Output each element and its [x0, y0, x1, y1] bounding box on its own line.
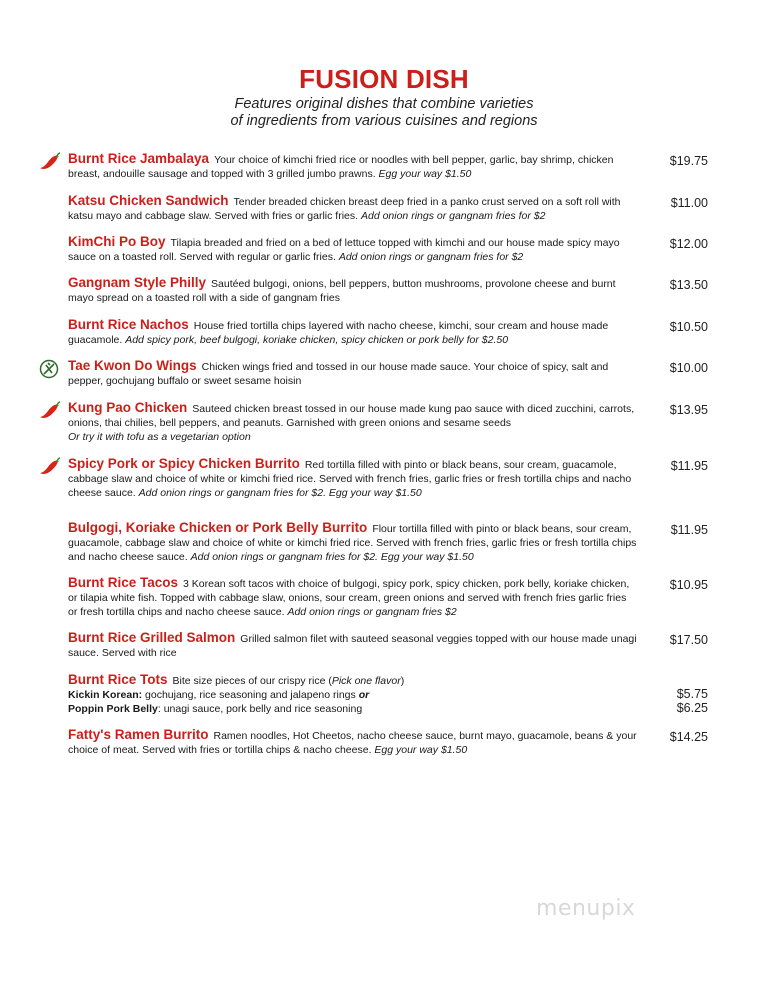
- item-description: Flour tortilla filled with pinto or black beans, sour cream, guacamole, cabbage slaw and choice of white or kimchi fried rice. Served with french fries, garlic fries or fresh tortilla chips and nacho cheese sauce.: [68, 523, 637, 563]
- item-note: Pick one flavor: [331, 675, 401, 687]
- menu-item: [68, 631, 708, 660]
- menu-item: [68, 152, 708, 181]
- item-description: Bite size pieces of our crispy rice (: [172, 675, 332, 687]
- menu-item: [68, 276, 708, 305]
- tots-option-1: [68, 688, 708, 702]
- item-note: Add onion rings or gangnam fries for $2: [360, 210, 546, 222]
- subtitle-line-2: of ingredients from various cuisines and regions: [230, 113, 538, 129]
- item-price: $14.25: [669, 730, 708, 744]
- option-description: gochujang, rice seasoning and jalapeno rings: [145, 689, 356, 701]
- item-price: $19.75: [669, 154, 708, 168]
- item-name: Gangnam Style Philly: [68, 275, 207, 290]
- item-description: Sauteed chicken breast tossed in our house made kung pao sauce with diced zucchini, carrots, onions, thai chilies, bell peppers, and peanuts. Garnished with green onions and sesame seeds: [68, 403, 635, 429]
- item-name: Bulgogi, Koriake Chicken or Pork Belly Burrito: [68, 520, 368, 535]
- item-price: $10.95: [669, 578, 708, 592]
- item-note: Egg your way $1.50: [378, 168, 472, 180]
- option-price: $5.75: [676, 687, 708, 701]
- item-name: KimChi Po Boy: [68, 234, 166, 249]
- item-description: Sautéed bulgogi, onions, bell peppers, button mushrooms, provolone cheese and burnt mayo spread on a toasted roll with a side of gangnam fries: [68, 278, 616, 304]
- item-description: Tender breaded chicken breast deep fried in a panko crust served on a soft roll with katsu mayo and cabbage slaw. Served with fries or garlic fries.: [68, 196, 621, 222]
- page-title: FUSION DISH: [299, 64, 469, 94]
- item-price: $17.50: [669, 633, 708, 647]
- item-description: Tilapia breaded and fried on a bed of lettuce topped with kimchi and our house made spicy mayo sauce on a toasted roll. Served with regular or garlic fries.: [68, 237, 620, 263]
- item-note: Add onion rings or gangnam fries for $2. Egg your way $1.50: [138, 487, 422, 499]
- menu-header: [0, 0, 768, 130]
- item-name: Burnt Rice Jambalaya: [68, 151, 210, 166]
- menu-item: [68, 318, 708, 347]
- item-note: Egg your way $1.50: [374, 744, 468, 756]
- chili-pepper-icon: [38, 401, 62, 421]
- item-price: $11.95: [670, 459, 708, 473]
- option-label: Kickin Korean:: [68, 689, 143, 701]
- menu-item: [68, 576, 708, 619]
- item-price: $13.95: [669, 403, 708, 417]
- option-price: $6.25: [676, 701, 708, 715]
- item-description: Chicken wings fried and tossed in our house made sauce. Your choice of spicy, salt and pepper, gochujang buffalo or sweet sesame hoisin: [68, 361, 609, 387]
- item-price: $12.00: [669, 237, 708, 251]
- menu-item: [68, 521, 708, 564]
- item-name: Spicy Pork or Spicy Chicken Burrito: [68, 456, 300, 471]
- item-name: Fatty's Ramen Burrito: [68, 727, 209, 742]
- item-name: Kung Pao Chicken: [68, 400, 188, 415]
- item-description: Red tortilla filled with pinto or black beans, sour cream, guacamole, cabbage slaw and choice of white or kimchi fried rice. Served with french fries, garlic fries or fresh tortilla chips and nacho cheese sauce.: [68, 459, 632, 499]
- item-name: Burnt Rice Grilled Salmon: [68, 630, 236, 645]
- watermark-logo: menupix: [536, 896, 636, 921]
- menu-item: [68, 359, 708, 388]
- item-name: Katsu Chicken Sandwich: [68, 193, 229, 208]
- item-description: 3 Korean soft tacos with choice of bulgogi, spicy pork, spicy chicken, pork belly, koriake chicken, or tilapia white fish. Topped with cabbage slaw, onions, sour cream, green onions and served with french fries garlic fries or fresh tortilla chips and nacho cheese sauce.: [68, 578, 630, 618]
- chili-pepper-icon: [38, 457, 62, 477]
- item-description: Grilled salmon filet with sauteed seasonal veggies topped with our house made unagi sauce. Served with rice: [68, 633, 637, 659]
- item-description: House fried tortilla chips layered with nacho cheese, kimchi, sour cream and house made guacamole.: [68, 320, 609, 346]
- item-description-end: ): [400, 675, 405, 687]
- item-name: Burnt Rice Nachos: [68, 317, 189, 332]
- item-note: Or try it with tofu as a vegetarian option: [68, 431, 251, 443]
- item-price: $11.00: [670, 196, 708, 210]
- item-price: $10.00: [669, 361, 708, 375]
- menu-item: [68, 728, 708, 757]
- option-description: : unagi sauce, pork belly and rice seasoning: [157, 703, 363, 715]
- item-name: Tae Kwon Do Wings: [68, 358, 197, 373]
- menu-item: [68, 235, 708, 264]
- subtitle-line-1: Features original dishes that combine varieties: [234, 96, 534, 112]
- item-price: $13.50: [669, 278, 708, 292]
- item-name: Burnt Rice Tots: [68, 672, 168, 687]
- item-note: Add onion rings or gangnam fries for $2: [338, 251, 524, 263]
- menu-item: [68, 194, 708, 223]
- item-note: Add onion rings or gangnam fries $2: [287, 606, 457, 618]
- item-note: Add spicy pork, beef bulgogi, koriake chicken, spicy chicken or pork belly for $2.50: [125, 334, 509, 346]
- tots-option-2: [68, 702, 708, 716]
- tae-kwon-do-icon: [38, 359, 62, 379]
- item-description: Your choice of kimchi fried rice or noodles with bell pepper, garlic, bay shrimp, chicken breast, andouille sausage and topped with 3 grilled jumbo prawns.: [68, 154, 614, 180]
- menu-item-tots: [68, 673, 708, 716]
- menu-item: [68, 457, 708, 500]
- item-description: Ramen noodles, Hot Cheetos, nacho cheese sauce, burnt mayo, guacamole, beans & your choice of meat. Served with fries or tortilla chips & nacho cheese.: [68, 730, 637, 756]
- menu-item: [68, 401, 708, 444]
- option-or: or: [358, 689, 370, 701]
- item-price: $10.50: [669, 320, 708, 334]
- item-note: Add onion rings or gangnam fries for $2. Egg your way $1.50: [190, 551, 474, 563]
- item-price: $11.95: [670, 523, 708, 537]
- item-name: Burnt Rice Tacos: [68, 575, 179, 590]
- chili-pepper-icon: [38, 152, 62, 172]
- option-label: Poppin Pork Belly: [68, 703, 158, 715]
